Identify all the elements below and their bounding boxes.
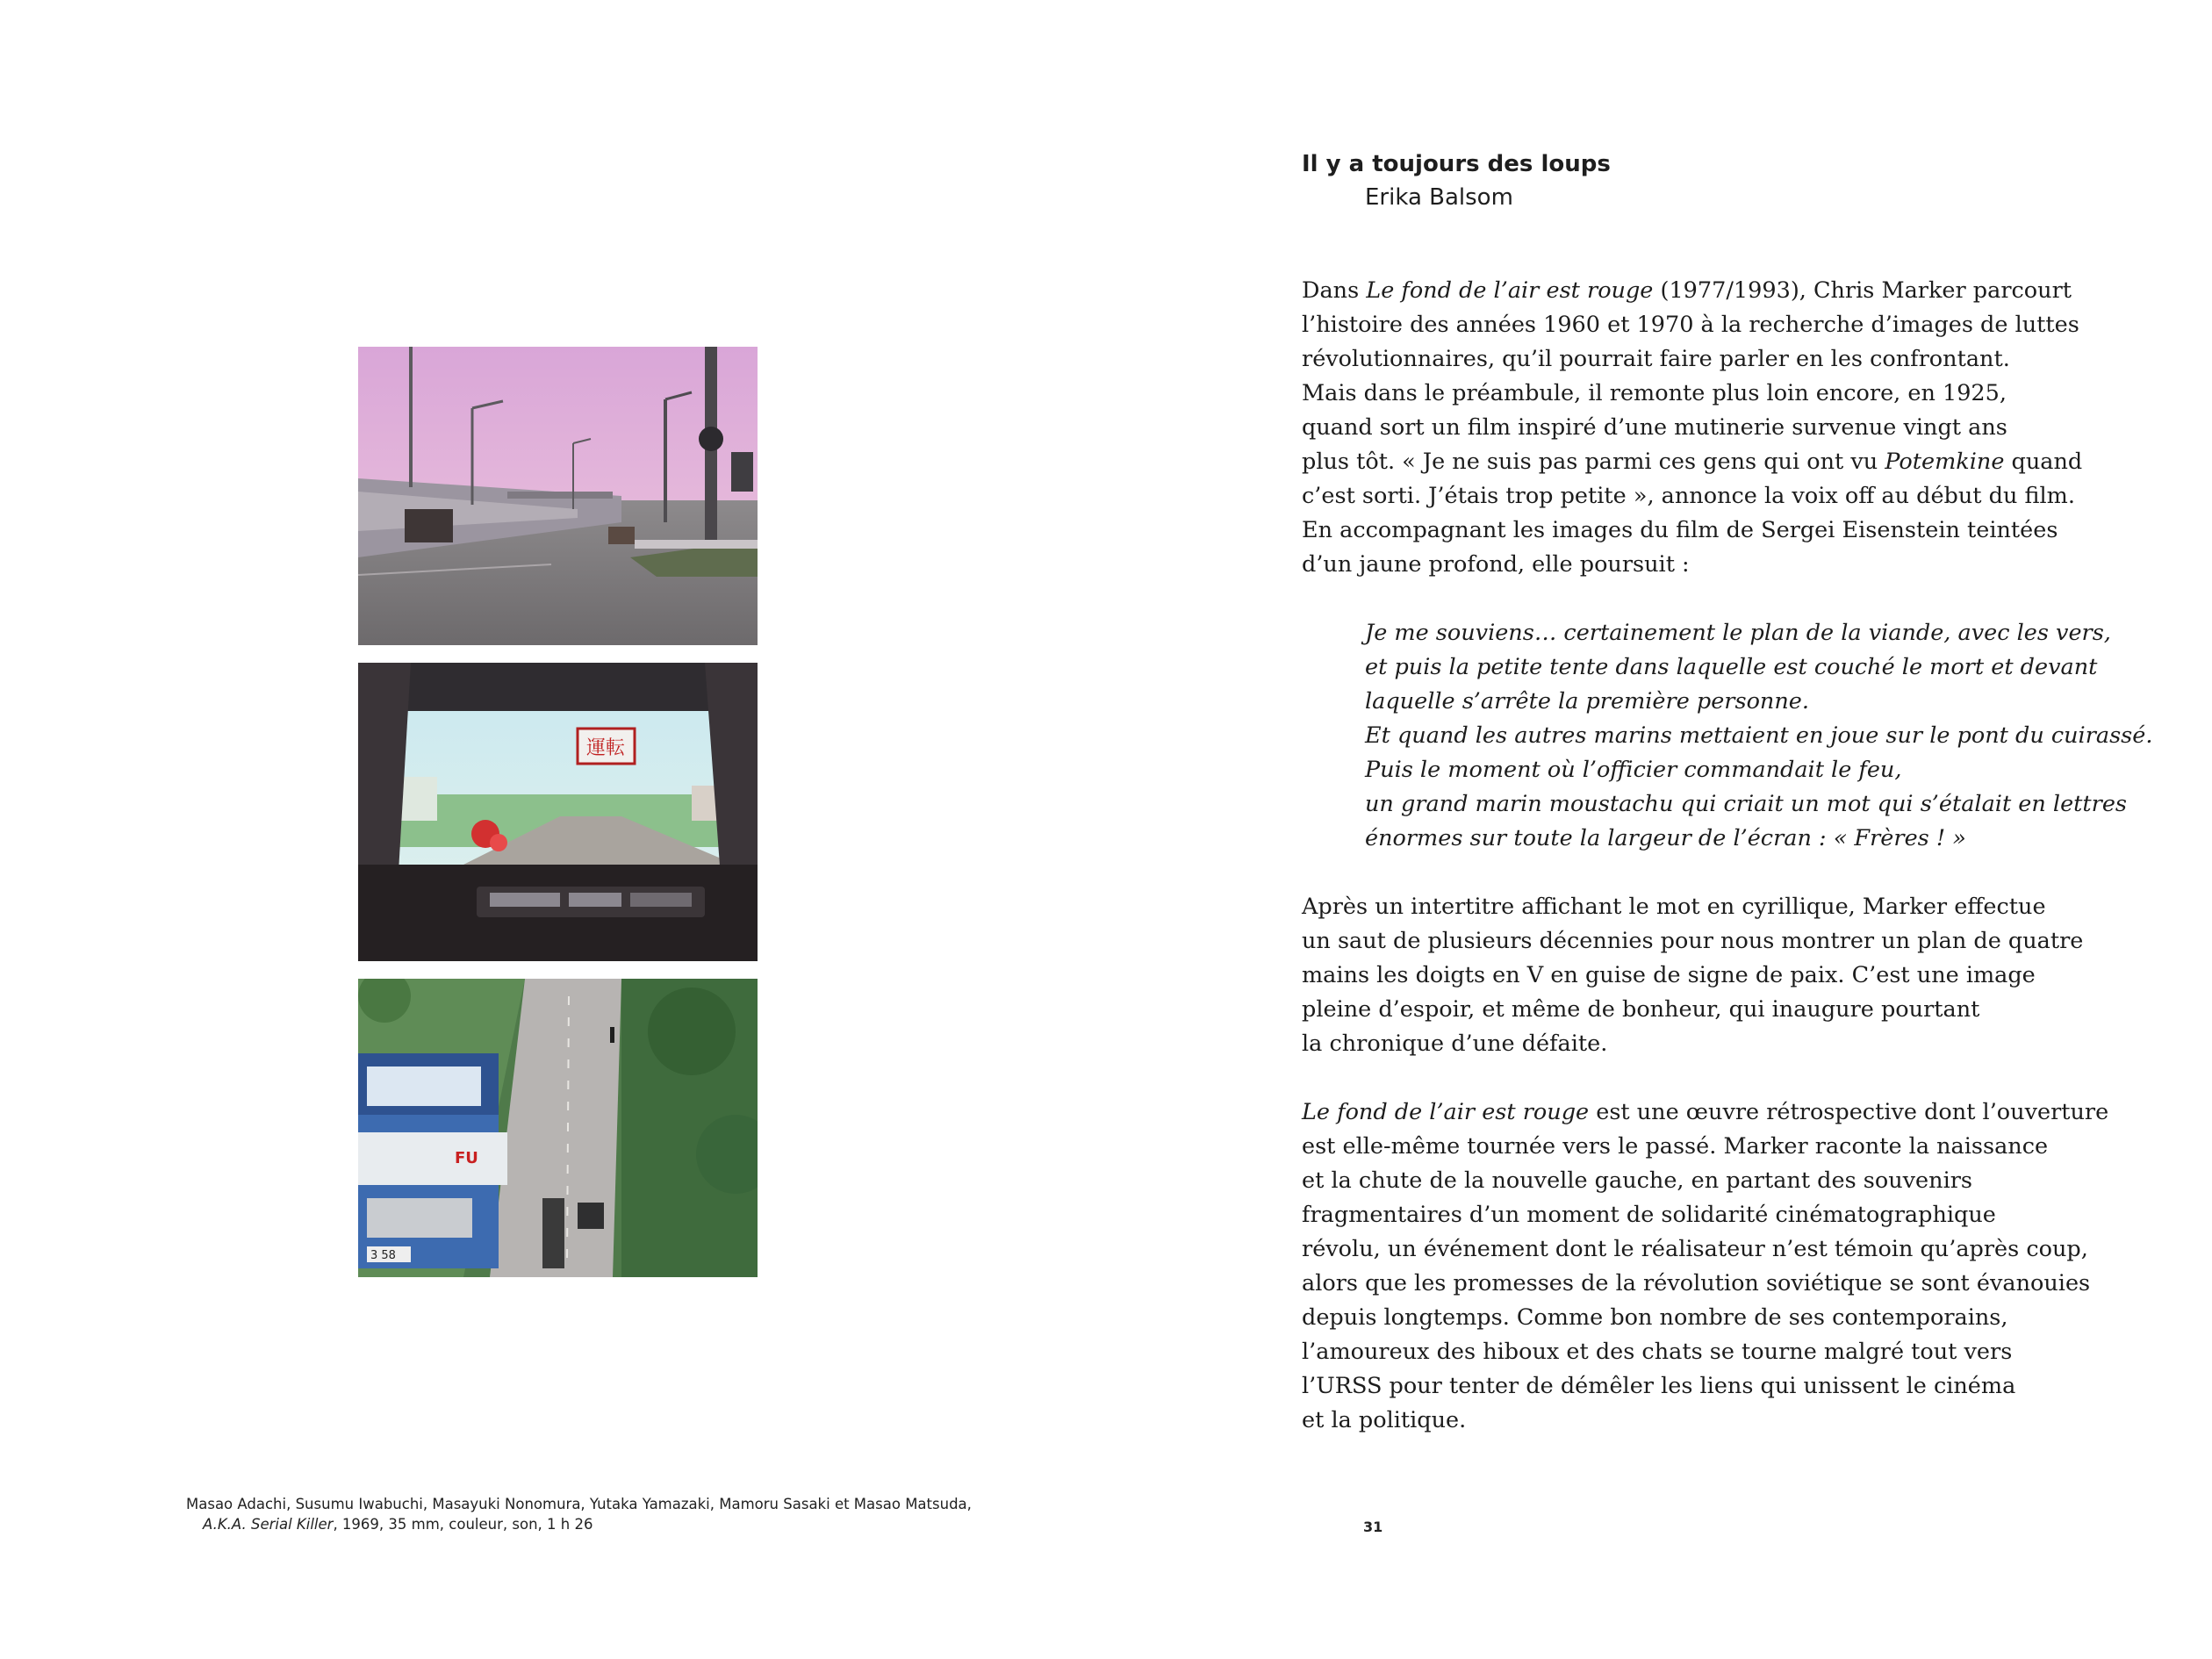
film-still-highway-pink-sky bbox=[358, 347, 758, 645]
text-line: l’histoire des années 1960 et 1970 à la recherche d’images de luttes bbox=[1302, 312, 2079, 338]
text-span: Dans bbox=[1302, 277, 1367, 304]
text-span: quand bbox=[2004, 449, 2083, 475]
paragraph-3 bbox=[1302, 1095, 2118, 1438]
quote-line: laquelle s’arrête la première personne. bbox=[1365, 688, 1809, 715]
text-line: alors que les promesses de la révolution soviétique se sont évanouies bbox=[1302, 1270, 2091, 1296]
page-number: 31 bbox=[1363, 1519, 1383, 1535]
text-line: depuis longtemps. Comme bon nombre de ses contemporains, bbox=[1302, 1304, 2008, 1331]
truck-logo-text: FU bbox=[455, 1149, 478, 1167]
film-title: Potemkine bbox=[1885, 449, 2005, 475]
essay-author: Erika Balsom bbox=[1365, 184, 1513, 211]
taxi-roof-sign-text: 運転 bbox=[585, 737, 626, 759]
block-quote bbox=[1302, 616, 2153, 856]
license-plate-text: 3 58 bbox=[370, 1249, 396, 1262]
highway-scene-illustration bbox=[358, 347, 758, 645]
text-line: et la politique. bbox=[1302, 1407, 1467, 1433]
text-span: (1977/1993), Chris Marker parcourt bbox=[1653, 277, 2072, 304]
quote-line: Puis le moment où l’officier commandait le feu, bbox=[1365, 757, 1902, 783]
text-line bbox=[1302, 445, 2118, 479]
text-line: Mais dans le préambule, il remonte plus loin encore, en 1925, bbox=[1302, 380, 2007, 406]
text-line: d’un jaune profond, elle poursuit : bbox=[1302, 551, 1690, 578]
text-line: un saut de plusieurs décennies pour nous montrer un plan de quatre bbox=[1302, 928, 2084, 954]
text-line bbox=[1302, 1095, 2118, 1130]
film-still-car-interior bbox=[358, 663, 758, 961]
text-line: En accompagnant les images du film de Sergei Eisenstein teintées bbox=[1302, 517, 2058, 543]
text-line: mains les doigts en V en guise de signe de paix. C’est une image bbox=[1302, 962, 2036, 988]
caption-details bbox=[186, 1514, 1064, 1534]
film-still-truck-road bbox=[358, 979, 758, 1277]
essay-body bbox=[1302, 274, 2153, 1438]
truck-road-illustration bbox=[358, 979, 758, 1277]
caption-film-title: A.K.A. Serial Killer bbox=[203, 1516, 334, 1533]
film-stills bbox=[358, 347, 758, 1295]
caption-credits: Masao Adachi, Susumu Iwabuchi, Masayuki Nonomura, Yutaka Yamazaki, Mamoru Sasaki et Masao Matsuda, bbox=[186, 1496, 972, 1512]
paragraph-1 bbox=[1302, 274, 2118, 582]
car-interior-illustration bbox=[358, 663, 758, 961]
text-line: révolu, un événement dont le réalisateur n’est témoin qu’après coup, bbox=[1302, 1236, 2088, 1262]
caption-film-details: , 1969, 35 mm, couleur, son, 1 h 26 bbox=[333, 1516, 593, 1533]
text-line bbox=[1302, 274, 2118, 308]
text-span: est une œuvre rétrospective dont l’ouverture bbox=[1589, 1099, 2109, 1125]
essay bbox=[1302, 147, 2153, 1438]
paragraph-2 bbox=[1302, 890, 2118, 1061]
text-line: est elle-même tournée vers le passé. Marker raconte la naissance bbox=[1302, 1133, 2049, 1160]
film-title: Le fond de l’air est rouge bbox=[1302, 1099, 1590, 1125]
text-line: quand sort un film inspiré d’une mutinerie survenue vingt ans bbox=[1302, 414, 2007, 441]
film-title: Le fond de l’air est rouge bbox=[1366, 277, 1654, 304]
text-line: l’amoureux des hiboux et des chats se tourne malgré tout vers bbox=[1302, 1339, 2013, 1365]
text-line: révolutionnaires, qu’il pourrait faire parler en les confrontant. bbox=[1302, 346, 2010, 372]
text-span: plus tôt. « Je ne suis pas parmi ces gens qui ont vu bbox=[1302, 449, 1885, 475]
quote-line: Je me souviens… certainement le plan de la viande, avec les vers, bbox=[1365, 620, 2111, 646]
text-line: c’est sorti. J’étais trop petite », annonce la voix off au début du film. bbox=[1302, 483, 2075, 509]
text-line: pleine d’espoir, et même de bonheur, qui inaugure pourtant bbox=[1302, 996, 1980, 1023]
figure-caption bbox=[186, 1494, 1064, 1534]
essay-title: Il y a toujours des loups bbox=[1302, 151, 1611, 177]
quote-line: et puis la petite tente dans laquelle est couché le mort et devant bbox=[1365, 654, 2098, 680]
quote-line: énormes sur toute la largeur de l’écran : « Frères ! » bbox=[1365, 825, 1966, 851]
text-line: l’URSS pour tenter de démêler les liens qui unissent le cinéma bbox=[1302, 1373, 2016, 1399]
quote-line: un grand marin moustachu qui criait un mot qui s’étalait en lettres bbox=[1365, 791, 2128, 817]
text-line: la chronique d’une défaite. bbox=[1302, 1031, 1608, 1057]
text-line: Après un intertitre affichant le mot en cyrillique, Marker effectue bbox=[1302, 894, 2046, 920]
text-line: et la chute de la nouvelle gauche, en partant des souvenirs bbox=[1302, 1167, 1973, 1194]
quote-line: Et quand les autres marins mettaient en joue sur le pont du cuirassé. bbox=[1365, 722, 2153, 749]
text-line: fragmentaires d’un moment de solidarité cinématographique bbox=[1302, 1202, 1996, 1228]
